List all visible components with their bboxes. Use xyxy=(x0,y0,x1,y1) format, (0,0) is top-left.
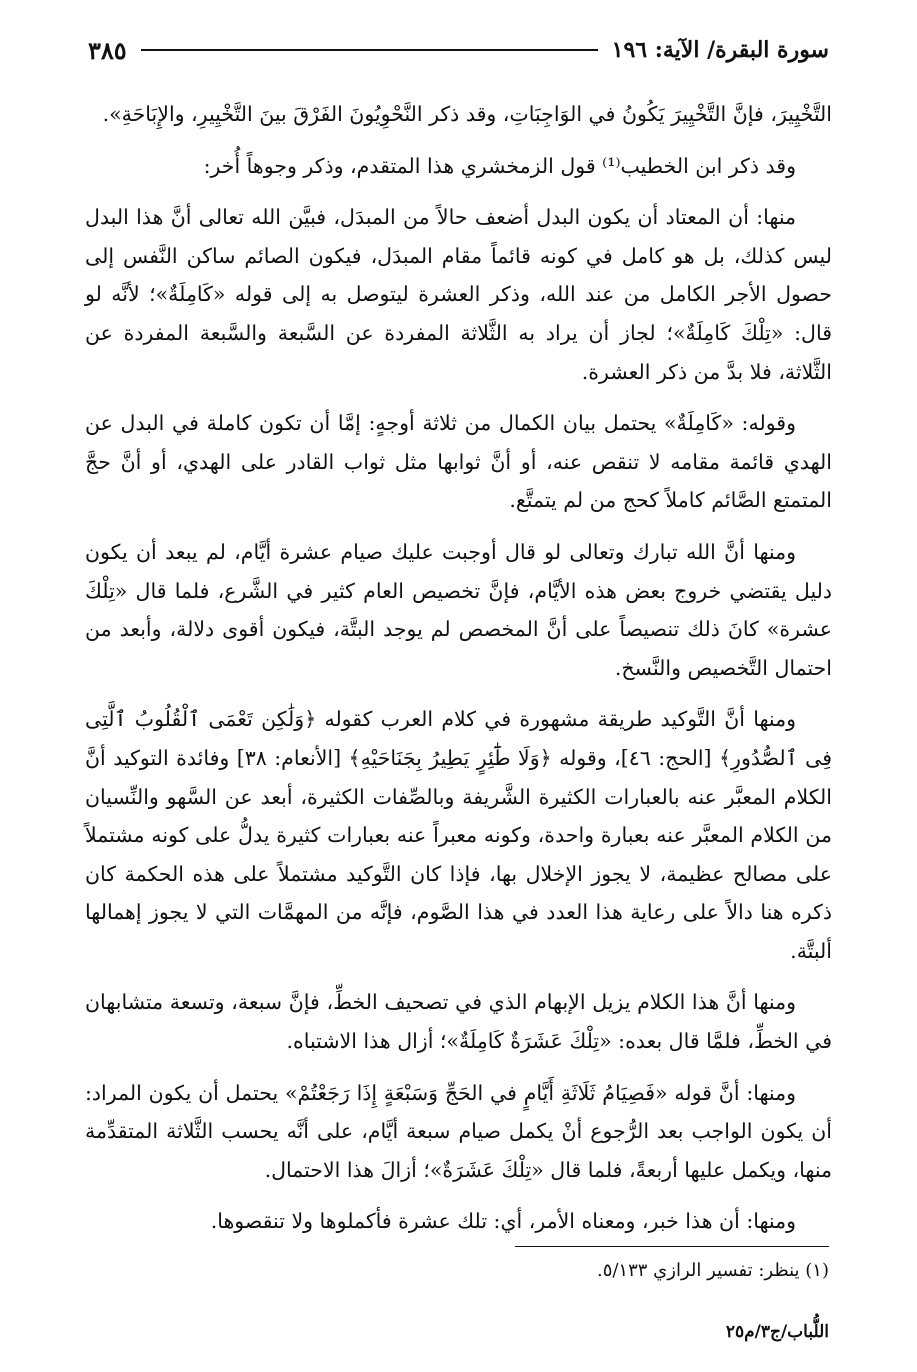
footnote-separator xyxy=(515,1246,829,1247)
running-header xyxy=(88,30,829,70)
body-text xyxy=(85,95,832,1254)
paragraph-8: ومنها: أنَّ قوله «فَصِيَامُ ثَلَاثَةِ أَيَّامٍ في الحَجِّ وَسَبْعَةٍ إِذَا رَجَعْتُمْ» يحتمل أن يكون المراد: أن يكون الواجب بعد الرُّجوع أنْ يكمل صيام سبعة أيَّام، على أنَّه يحسب الثَّلاثة المتقدِّمة منها، ويكمل عليها أربعةً، فلما قال «تِلْكَ عَشَرَةٌ»؛ أزالَ هذا الاحتمال. xyxy=(85,1080,832,1182)
footnote: (١) ينظر: تفسير الرازي ٥/١٣٣. xyxy=(596,1260,829,1281)
surah-title: سورة البقرة/ الآية: ١٩٦ xyxy=(611,37,829,63)
paragraph-4: وقوله: «كَامِلَةٌ» يحتمل بيان الكمال من ثلاثة أوجهٍ: إمَّا أن تكون كاملة في البدل عن الهدي قائمة مقامه لا تنقص عنه، أو أنَّ ثوابها مثل ثواب القادر على الهدي، أو أنَّ حجَّ المتمتع الصَّائم كاملاً كحج من لم يتمتَّع. xyxy=(85,411,832,513)
page-number: ٣٨٥ xyxy=(88,35,127,65)
paragraph-9: ومنها: أن هذا خبر، ومعناه الأمر، أي: تلك عشرة فأكملوها ولا تنقصوها. xyxy=(210,1209,796,1234)
paragraph-2: وقد ذكر ابن الخطيب⁽¹⁾ قول الزمخشري هذا المتقدم، وذكر وجوهاً أُخر: xyxy=(203,153,796,178)
paragraph-5: ومنها أنَّ الله تبارك وتعالى لو قال أوجبت عليك صيام عشرة أيَّام، لم يبعد أن يكون دليل يقتضي خروج بعض هذه الأيَّام، فإنَّ تخصيص العام كثير في الشَّرع، فلما قال «تِلْكَ عشرة» كانَ ذلك تنصيصاً على أنَّ المخصص لم يوجد البتَّة، فيكون أقوى دلالة، وأبعد من احتمال التَّخصيص والنَّسخ. xyxy=(85,539,832,680)
header-rule xyxy=(141,49,598,51)
printer-signature: اللُّباب/ج٣/م٢٥ xyxy=(725,1322,829,1342)
paragraph-3: منها: أن المعتاد أن يكون البدل أضعف حالاً من المبدَل، فبيَّن الله تعالى أنَّ هذا البدل ليس كذلك، بل هو كامل في كونه قائماً مقام المبدَل، فيكون الصائم ساكن النَّفس إلى حصول الأجر الكامل من عند الله، وذكر العشرة ليتوصل به إلى قوله «كَامِلَةٌ»؛ لأنَّه لو قال: «تِلْكَ كَامِلَةٌ»؛ لجاز أن يراد به الثَّلاثة المفردة عن السَّبعة والسَّبعة المفردة عن الثَّلاثة، فلا بدَّ من ذكر العشرة. xyxy=(85,205,832,384)
paragraph-6: ومنها أنَّ التَّوكيد طريقة مشهورة في كلام العرب كقوله ﴿وَلَٰكِن تَعْمَى ٱلْقُلُوبُ ٱلَّتِى فِى ٱلصُّدُورِ﴾ [الحج: ٤٦]، وقوله ﴿وَلَا طَٰٓئِرٍ يَطِيرُ بِجَنَاحَيْهِ﴾ [الأنعام: ٣٨] وفائدة التوكيد أنَّ الكلام المعبَّر عنه بالعبارات الكثيرة الشَّريفة وبالصِّفات الكثيرة، أبعد عن السَّهو والنِّسيان من الكلام المعبَّر عنه بعبارة واحدة، وكونه معبراً عنه بعبارات كثيرة يدلُّ على كونه مشتملاً على مصالح عظيمة، لا يجوز الإخلال بها، فإذا كان التَّوكيد مشتملاً على هذه الحكمة كان ذكره هنا دالاً على رعاية هذا العدد في هذا الصَّوم، فإنَّه من المهمَّات التي لا يجوز إهمالها ألبتَّة. xyxy=(85,707,832,963)
paragraph-7: ومنها أنَّ هذا الكلام يزيل الإبهام الذي في تصحيف الخطِّ، فإنَّ سبعة، وتسعة متشابهان في الخطِّ، فلمَّا قال بعده: «تِلْكَ عَشَرَةٌ كَامِلَةٌ»؛ أزال هذا الاشتباه. xyxy=(85,990,832,1054)
paragraph-1: التَّخْيِيرَ، فإنَّ التَّخْيِيرَ يَكُونُ في الوَاجِبَاتِ، وقد ذكر النَّحْوِيُونَ الفَرْقَ بينَ التَّخْيِيرِ، والإِبَاحَةِ». xyxy=(102,102,832,126)
